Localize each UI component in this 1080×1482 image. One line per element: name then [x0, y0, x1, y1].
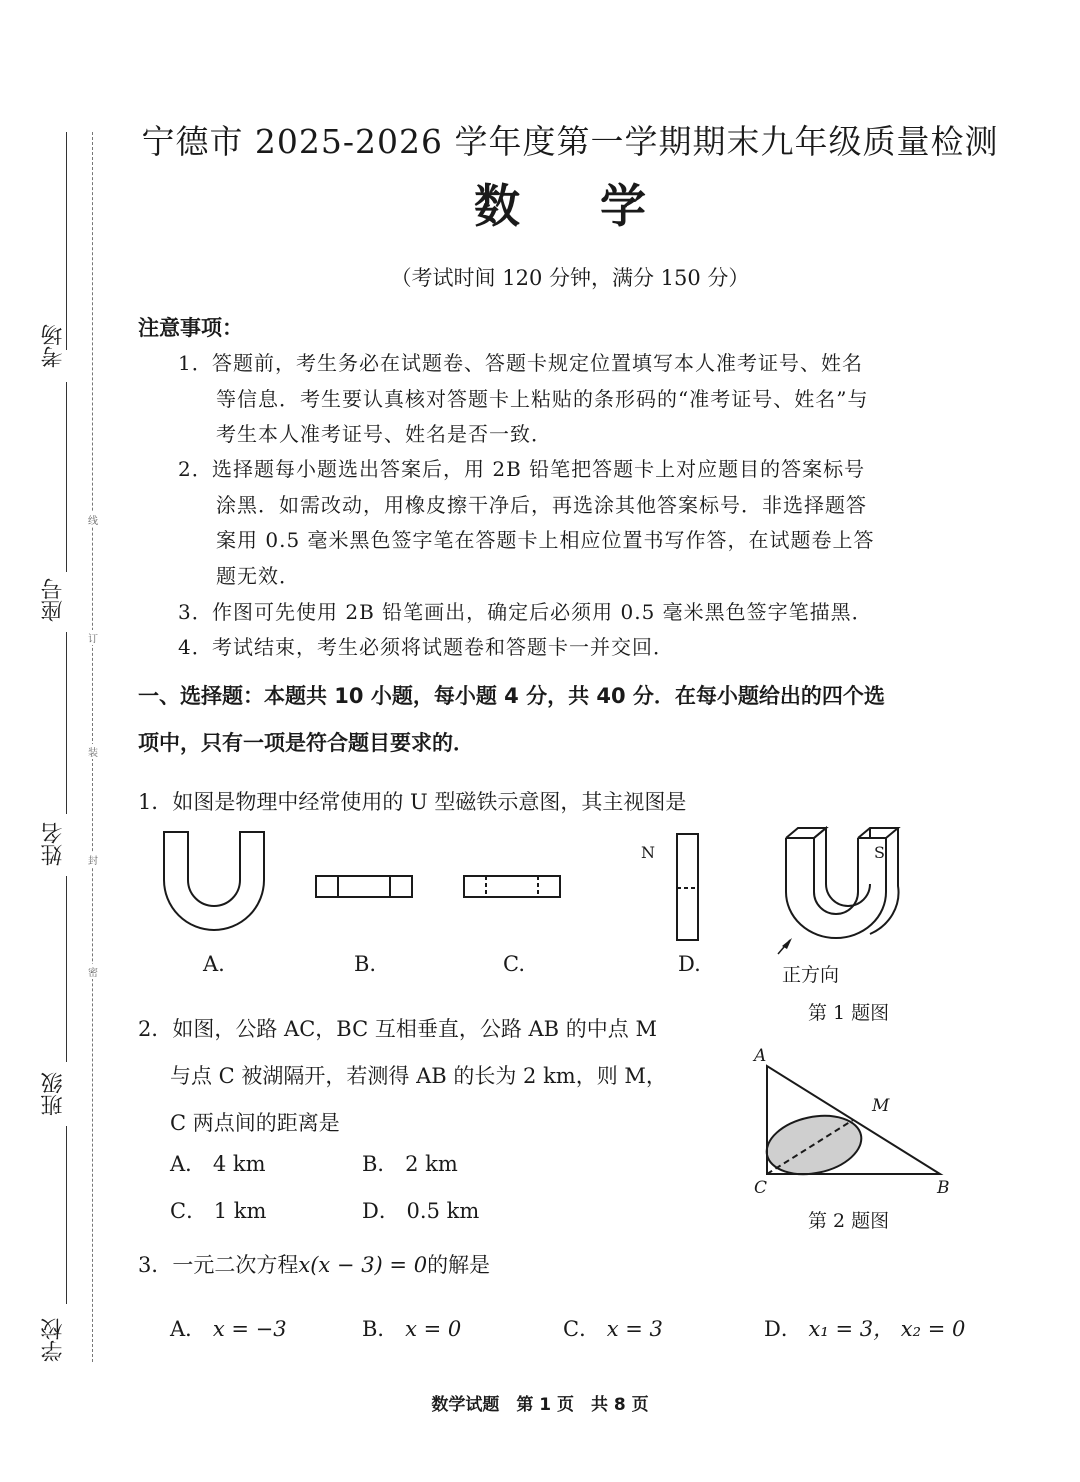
option-label: C． — [170, 1199, 208, 1223]
margin-line — [66, 1126, 67, 1304]
q3-option-a — [170, 1313, 287, 1343]
seal-char: 订 — [86, 630, 100, 645]
seal-char: 线 — [86, 512, 100, 527]
q2-option-b — [362, 1148, 458, 1178]
q2-option-d — [362, 1195, 479, 1225]
option-a-figure — [164, 832, 264, 930]
q2-option-c — [170, 1195, 266, 1225]
option-label: B． — [362, 1152, 399, 1176]
field-class: 班级 — [41, 1072, 66, 1116]
notice-number: 1． — [178, 351, 213, 375]
question-3-stem — [138, 1249, 490, 1279]
notice-text: 题无效． — [216, 563, 300, 588]
point-b-label: B — [937, 1178, 950, 1198]
option-text: x₁ = 3， x₂ = 0 — [808, 1317, 966, 1341]
seal-char: 密 — [86, 964, 100, 979]
option-c-figure — [464, 876, 560, 897]
question-2-line: 2．如图，公路 AC，BC 互相垂直，公路 AB 的中点 M — [138, 1017, 657, 1041]
field-school: 学校 — [41, 1318, 66, 1362]
question-2-stem — [138, 1006, 667, 1147]
question-1-stem: 1．如图是物理中经常使用的 U 型磁铁示意图，其主视图是 — [138, 790, 687, 814]
question-2-line: 与点 C 被湖隔开，若测得 AB 的长为 2 km，则 M， — [170, 1064, 667, 1088]
notice-text: 考生本人准考证号、姓名是否一致． — [216, 422, 552, 446]
magnet-north-label: N — [641, 843, 655, 862]
notice-number: 2． — [178, 457, 213, 481]
magnet-south-label: S — [874, 843, 885, 862]
notice-item-2 — [178, 452, 968, 594]
option-text: x = 0 — [405, 1317, 462, 1341]
option-label: A． — [170, 1152, 207, 1176]
q1-option-d-label: D. — [678, 952, 701, 976]
q3-option-b — [362, 1313, 461, 1343]
notice-text: 考试结束，考生必须将试题卷和答题卡一并交回． — [212, 635, 674, 659]
direction-label: 正方向 — [782, 964, 840, 986]
margin-line — [66, 632, 67, 814]
q1-option-c-label: C. — [503, 952, 525, 976]
margin-line — [66, 382, 67, 572]
question-3-suffix: 的解是 — [427, 1253, 491, 1277]
notice-text: 选择题每小题选出答案后，用 2B 铅笔把答题卡上对应题目的答案标号 — [212, 457, 866, 481]
option-b-figure — [316, 876, 412, 897]
field-name: 姓名 — [41, 822, 66, 866]
q3-option-c — [563, 1313, 663, 1343]
margin-line — [66, 876, 67, 1062]
exam-info: （考试时间 120 分钟，满分 150 分） — [390, 266, 750, 290]
notice-heading: 注意事项： — [138, 316, 243, 340]
page-footer: 数学试题 第 1 页 共 8 页 — [431, 1395, 649, 1415]
notice-item-3 — [178, 595, 968, 631]
field-exam-room: 考场 — [41, 324, 66, 368]
option-label: C． — [563, 1317, 601, 1341]
question-2-figure — [750, 1052, 960, 1202]
seal-char: 装 — [86, 744, 100, 759]
field-seat-number: 座号 — [41, 578, 66, 622]
option-d-figure — [677, 834, 698, 940]
option-text: x = 3 — [606, 1317, 663, 1341]
option-text: 4 km — [212, 1152, 266, 1176]
figure-2-caption: 第 2 题图 — [808, 1210, 890, 1232]
question-3-equation: x(x − 3) = 0 — [298, 1253, 428, 1277]
q1-option-a-label: A. — [203, 952, 225, 976]
subject-title: 数学 — [474, 179, 726, 233]
exam-title: 宁德市 2025-2026 学年度第一学期期末九年级质量检测 — [141, 122, 999, 161]
option-text: x = −3 — [212, 1317, 287, 1341]
point-m-label: M — [872, 1096, 890, 1116]
notice-number: 4． — [178, 635, 213, 659]
notice-text: 涂黑．如需改动，用橡皮擦干净后，再选涂其他答案标号．非选择题答 — [216, 492, 867, 517]
notice-text: 答题前，考生务必在试题卷、答题卡规定位置填写本人准考证号、姓名 — [212, 351, 863, 375]
notice-item-1 — [178, 346, 968, 453]
option-label: B． — [362, 1317, 399, 1341]
figure-1-caption: 第 1 题图 — [808, 1002, 890, 1024]
option-text: 2 km — [405, 1152, 458, 1176]
notice-item-4 — [178, 630, 968, 666]
notice-text: 作图可先使用 2B 铅笔画出，确定后必须用 0.5 毫米黑色签字笔描黑． — [212, 600, 873, 624]
q3-option-d — [764, 1313, 965, 1343]
option-text: 0.5 km — [406, 1199, 480, 1223]
seal-char: 封 — [86, 852, 100, 867]
point-c-label: C — [754, 1178, 768, 1198]
option-text: 1 km — [213, 1199, 267, 1223]
option-label: D． — [764, 1317, 802, 1341]
point-a-label: A — [754, 1046, 767, 1066]
q2-option-a — [170, 1148, 266, 1178]
section-line: 项中，只有一项是符合题目要求的． — [138, 731, 474, 755]
question-3-prefix: 3．一元二次方程 — [138, 1253, 299, 1277]
option-label: A． — [170, 1317, 207, 1341]
notice-text: 等信息．考生要认真核对答题卡上粘贴的条形码的“准考证号、姓名”与 — [216, 386, 869, 411]
section-heading — [138, 673, 978, 767]
notice-text: 案用 0.5 毫米黑色签字笔在答题卡上相应位置书写作答，在试题卷上答 — [216, 528, 875, 552]
question-2-line: C 两点间的距离是 — [170, 1111, 340, 1135]
section-line: 一、选择题：本题共 10 小题，每小题 4 分，共 40 分．在每小题给出的四个选 — [138, 684, 885, 708]
notice-number: 3． — [178, 600, 213, 624]
option-label: D． — [362, 1199, 400, 1223]
q1-option-b-label: B. — [354, 952, 377, 976]
